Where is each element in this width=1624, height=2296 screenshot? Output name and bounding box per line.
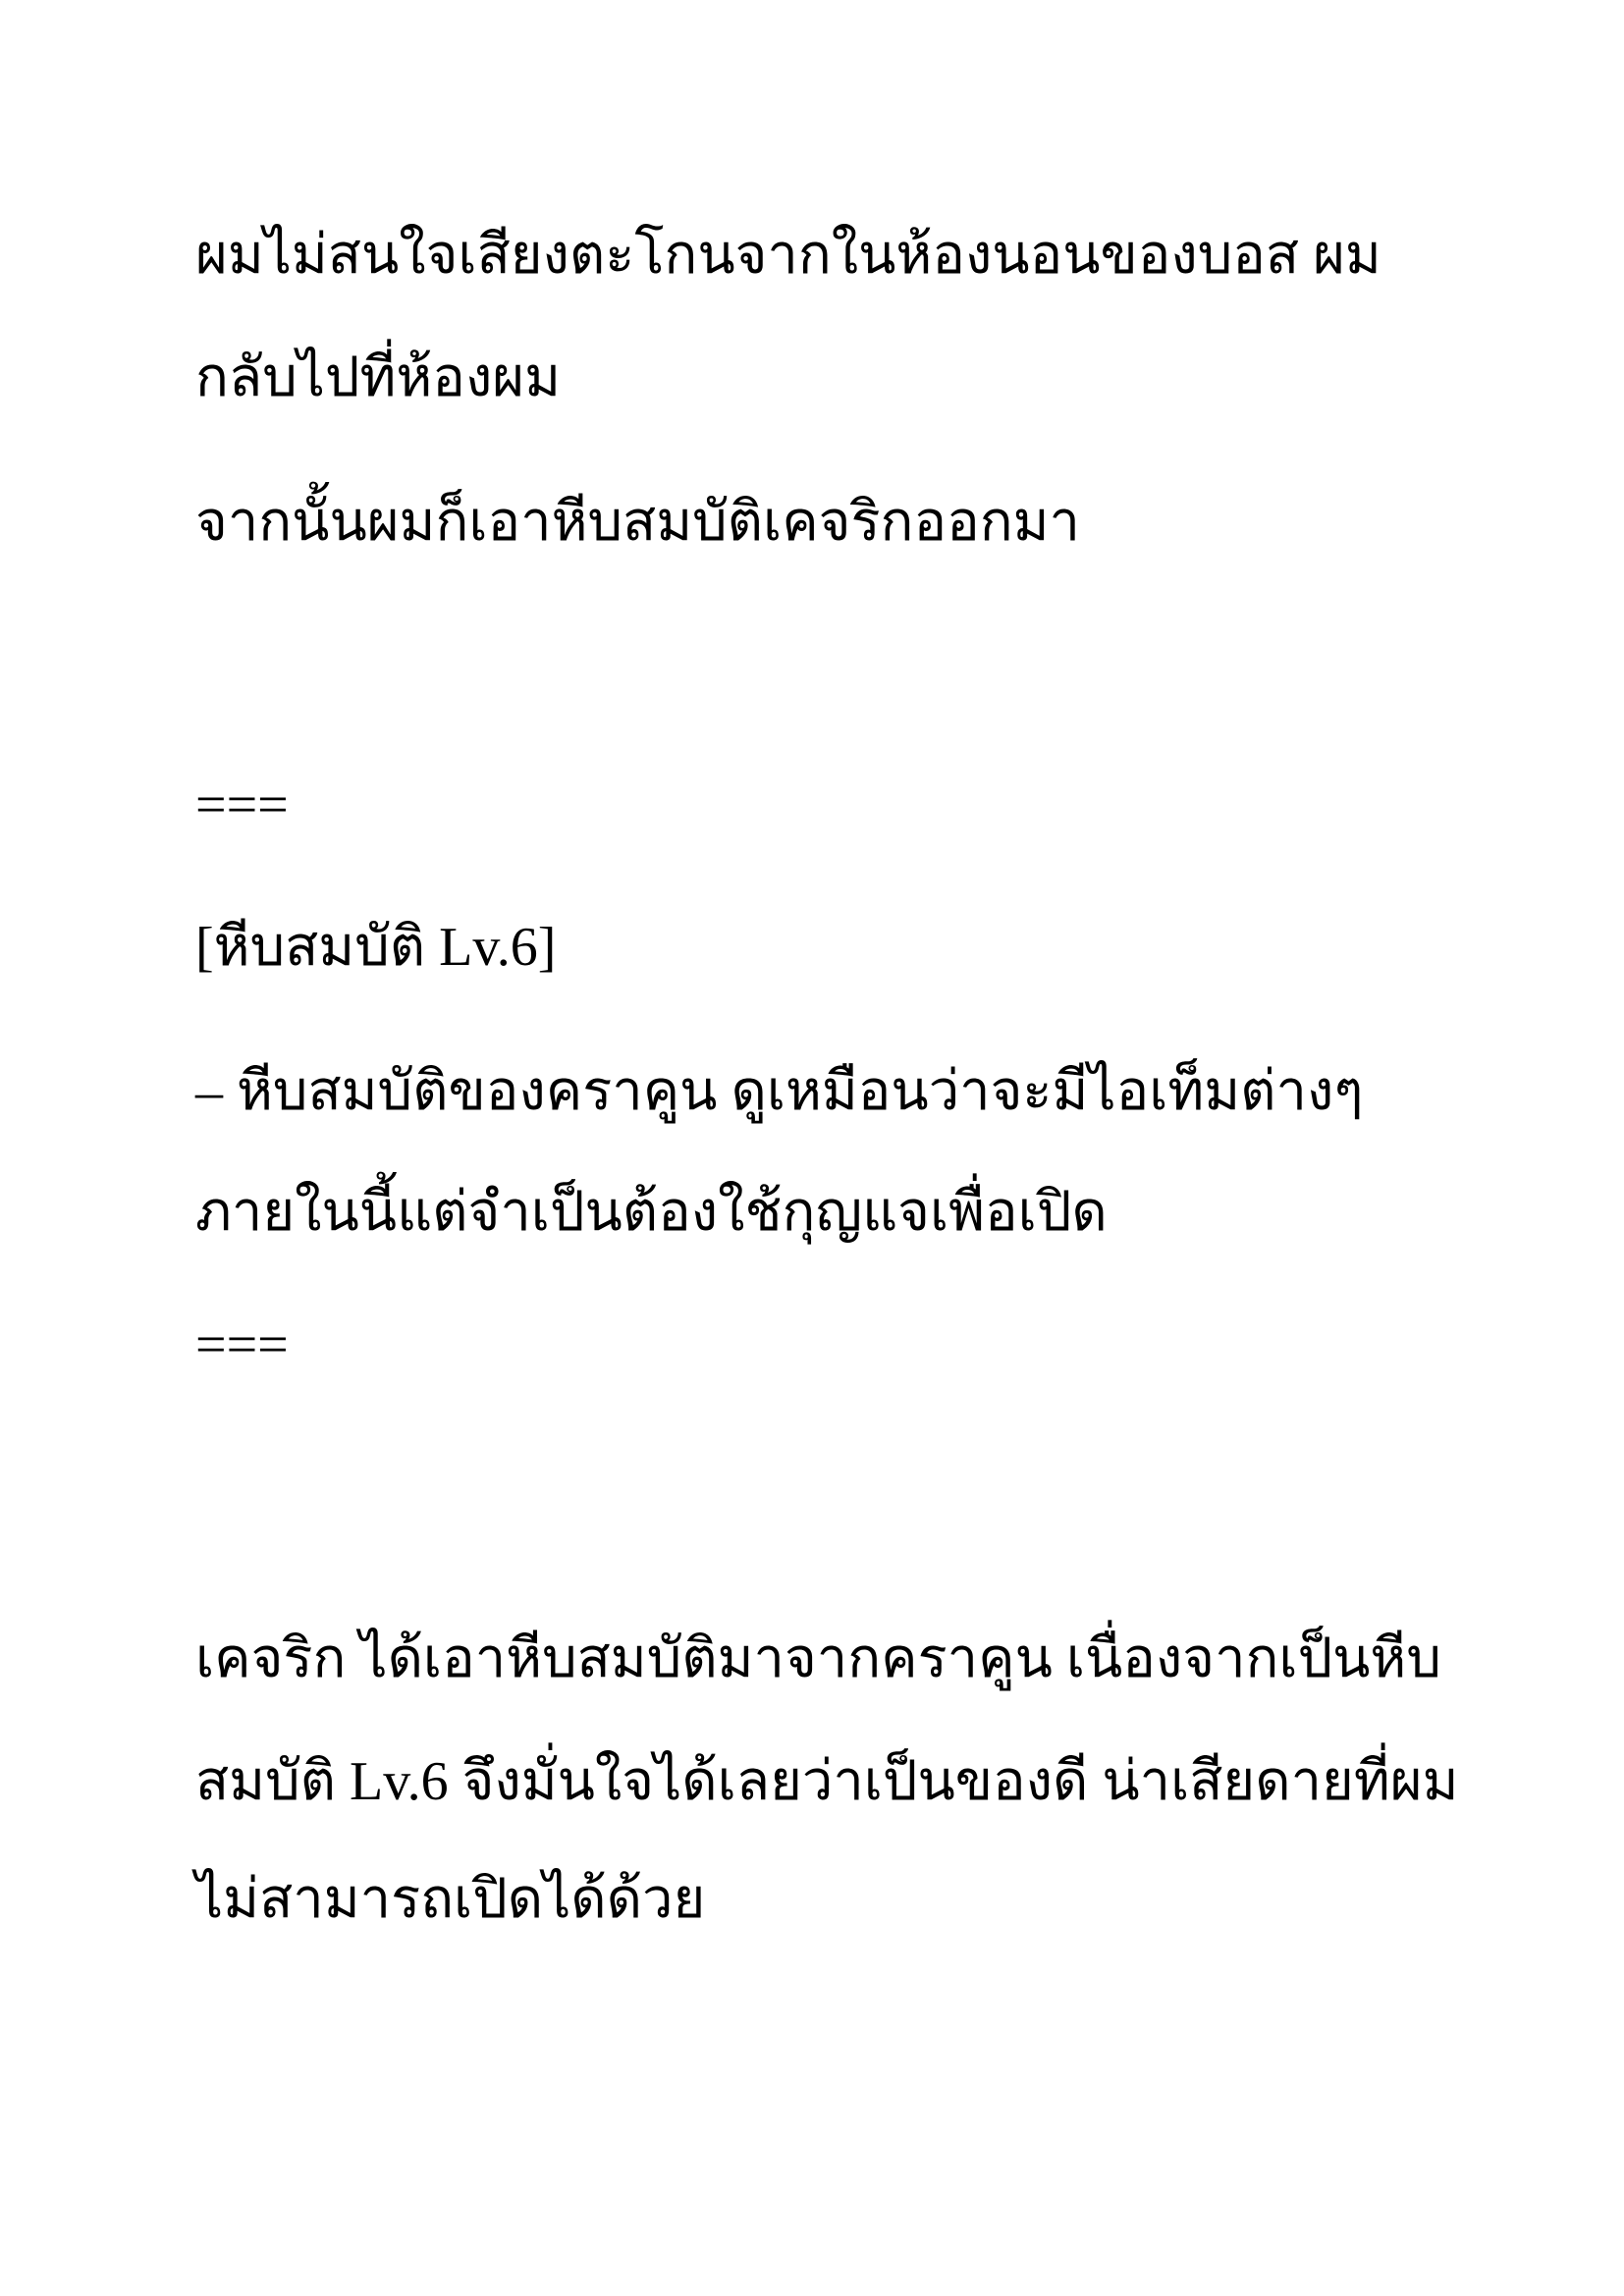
item-title: [หีบสมบัติ Lv.6]: [195, 917, 557, 978]
paragraph-3-line-1: เคจริก ได้เอาหีบสมบัติมาจากคราคูน เนื่องจากเป็นหีบ: [195, 1629, 1441, 1689]
separator-bottom: ===: [195, 1314, 289, 1375]
item-description-line-2: ภายในนี้แต่จำเป็นต้องใช้กุญแจเพื่อเปิด: [195, 1182, 1108, 1243]
item-description-line-1: – หีบสมบัติของคราคูน ดูเหมือนว่าจะมีไอเท็มต่างๆ: [195, 1061, 1364, 1122]
separator-top: ===: [195, 774, 289, 835]
paragraph-3-line-3: ไม่สามารถเปิดได้ด้วย: [195, 1869, 706, 1930]
paragraph-1-line-1: ผมไม่สนใจเสียงตะโกนจากในห้องนอนของบอส ผม: [195, 225, 1381, 286]
paragraph-2: จากนั้นผมก็เอาหีบสมบัติเคจริกออกมา: [195, 492, 1080, 553]
paragraph-1-line-2: กลับไปที่ห้องผม: [195, 347, 562, 408]
paragraph-3-line-2: สมบัติ Lv.6 จึงมั่นใจได้เลยว่าเป็นของดี น่าเสียดายที่ผม: [195, 1751, 1459, 1812]
